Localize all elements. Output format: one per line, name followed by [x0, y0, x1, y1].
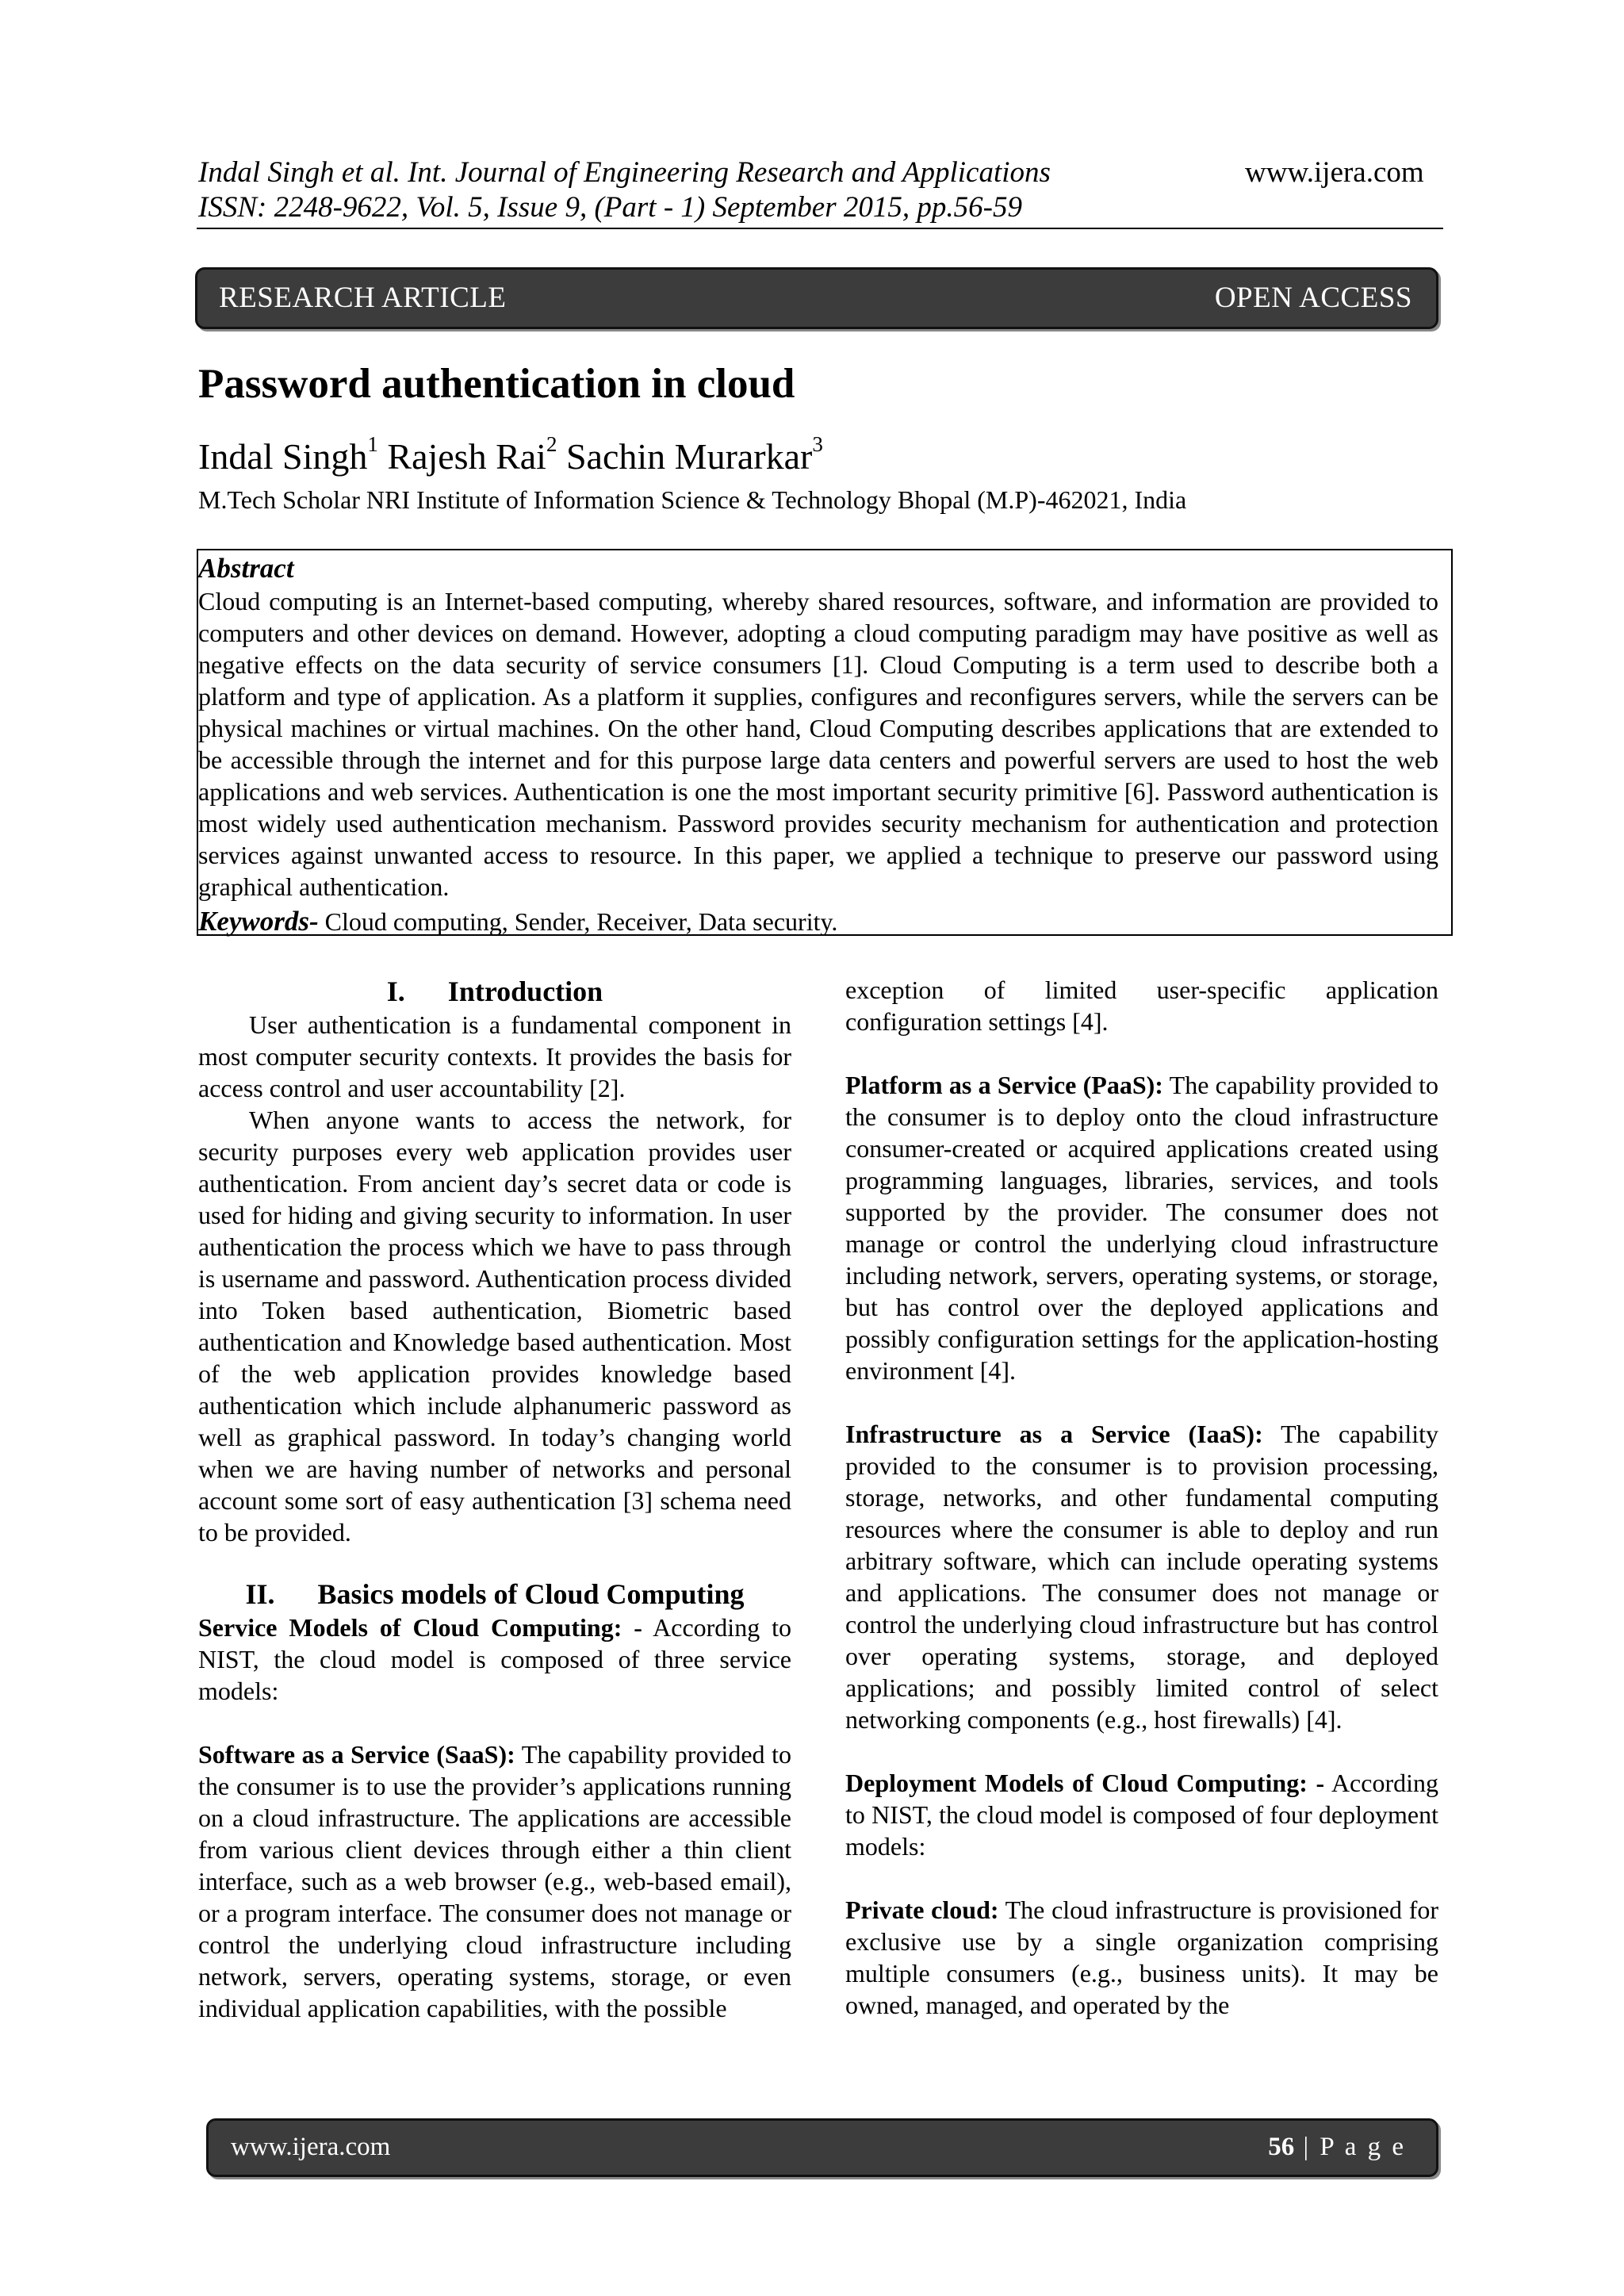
private-cloud-text: The cloud infrastructure is provisioned for exclusive use by a single organization comprising multiple consumers (e.g., business units). It may be owned, managed, and operated by the: [845, 1895, 1439, 2019]
affiliation: M.Tech Scholar NRI Institute of Information Science & Technology Bhopal (M.P)-462021, India: [198, 485, 1187, 514]
journal-line: Indal Singh et al. Int. Journal of Engineering Research and Applications: [198, 156, 1051, 189]
intro-heading: I. Introduction: [386, 976, 603, 1007]
author-name: Indal Singh: [198, 436, 368, 477]
research-article-label: RESEARCH ARTICLE: [219, 282, 507, 314]
deployment-label: Deployment Models of Cloud Computing: -: [845, 1769, 1325, 1797]
author-name: Sachin Murarkar: [565, 436, 813, 477]
saas-paragraph: [198, 1738, 791, 2024]
paas-text: The capability provided to the consumer is to deploy onto the cloud infrastructure consumer-created or acquired applications created using programming languages, libraries, services, and tools supported by the provider. The consumer does not manage or control the underlying cloud infrastructure including network, servers, operating systems, or storage, but has control over the deployed applications and possibly configuration settings for the application-hosting environment [4].: [845, 1071, 1439, 1385]
saas-label: Software as a Service (SaaS):: [198, 1740, 515, 1769]
page-number: [1268, 2130, 1406, 2164]
iaas-label: Infrastructure as a Service (IaaS):: [845, 1420, 1263, 1448]
keywords-value: Cloud computing, Sender, Receiver, Data security.: [318, 907, 838, 936]
intro-paragraph: User authentication is a fundamental component in most computer security contexts. It provides the basis for access control and user accountability [2].: [198, 1010, 791, 1102]
intro-paragraph: When anyone wants to access the network, for security purposes every web application provides user authentication. From ancient day’s secret data or code is used for hiding and giving security to information. In user authentication the process which we have to pass through is username and password. Authentication process divided into Token based authentication, Biometric based authentication and Knowledge based authentication. Most of the web application provides knowledge based authentication which include alphanumeric password as well as graphical password. In today’s changing world when we are having number of networks and personal account some sort of easy authentication [3] schema need to be provided.: [198, 1106, 791, 1547]
deployment-paragraph: [845, 1767, 1438, 1862]
footer-url[interactable]: www.ijera.com: [231, 2133, 391, 2161]
iaas-text: The capability provided to the consumer is to provision processing, storage, networks, and other fundamental computing resources where the consumer is able to deploy and run arbitrary software, which can include operating systems and applications. The consumer does not manage or control the underlying cloud infrastructure but has control over operating systems, storage, and deployed applications; and possibly limited control of select networking components (e.g., host firewalls) [4].: [845, 1420, 1439, 1734]
private-cloud-label: Private cloud:: [845, 1895, 999, 1924]
page-num-value: 56: [1268, 2133, 1295, 2161]
left-column: [198, 974, 791, 2024]
author-sup: 3: [812, 432, 823, 456]
paas-label: Platform as a Service (PaaS):: [845, 1071, 1163, 1099]
section2-heading: II. Basics models of Cloud Computing: [245, 1578, 745, 1610]
abstract-text: Cloud computing is an Internet-based computing, whereby shared resources, software, and information are provided to computers and other devices on demand. However, adopting a cloud computing paradigm may have positive as well as negative effects on the data security of service consumers [1]. Cloud Computing is a term used to describe both a platform and type of application. As a platform it supplies, configures and reconfigures servers, while the servers can be physical machines or virtual machines. On the other hand, Cloud Computing describes applications that are extended to be accessible through the internet and for this purpose large data centers and powerful servers are used to host the web applications and web services. Authentication is one the most important security primitive [6]. Password authentication is most widely used authentication mechanism. Password provides security mechanism for authentication and protection services against unwanted access to resource. In this paper, we applied a technique to preserve our password using graphical authentication.: [198, 587, 1438, 901]
page-footer: [206, 2118, 1438, 2177]
issn-line: ISSN: 2248-9622, Vol. 5, Issue 9, (Part - 1) September 2015, pp.56-59: [198, 191, 1022, 224]
author-sup: 1: [367, 432, 378, 456]
keywords-line: [198, 906, 837, 937]
saas-text: The capability provided to the consumer is to use the provider’s applications running on a cloud infrastructure. The applications are accessible from various client devices through either a thin client interface, such as a web browser (e.g., web-based email), or a program interface. The consumer does not manage or control the underlying cloud infrastructure including network, servers, operating systems, storage, or even individual application capabilities, with the possible: [198, 1740, 792, 2022]
page-label: | P a g e: [1294, 2133, 1406, 2161]
right-column: [845, 974, 1438, 2021]
article-type-banner: [195, 267, 1438, 329]
open-access-label: OPEN ACCESS: [1214, 282, 1412, 314]
header-url[interactable]: www.ijera.com: [1245, 156, 1424, 189]
deployment-text: According to NIST, the cloud model is composed of four deployment models:: [845, 1769, 1439, 1861]
iaas-paragraph: [845, 1418, 1438, 1735]
keywords-label: Keywords-: [198, 906, 319, 937]
private-cloud-paragraph: [845, 1894, 1438, 2021]
header-rule: [197, 228, 1443, 229]
service-models-text: According to NIST, the cloud model is composed of three service models:: [198, 1613, 792, 1705]
abstract-heading: Abstract: [198, 553, 294, 584]
service-models-paragraph: [198, 1612, 791, 1707]
author-name: Rajesh Rai: [387, 436, 546, 477]
paper-title: Password authentication in cloud: [198, 361, 795, 407]
paas-paragraph: [845, 1069, 1438, 1386]
author-list: [198, 432, 823, 479]
author-sup: 2: [546, 432, 557, 456]
saas-continuation: exception of limited user-specific application configuration settings [4].: [845, 976, 1438, 1036]
service-models-label: Service Models of Cloud Computing: -: [198, 1613, 642, 1642]
